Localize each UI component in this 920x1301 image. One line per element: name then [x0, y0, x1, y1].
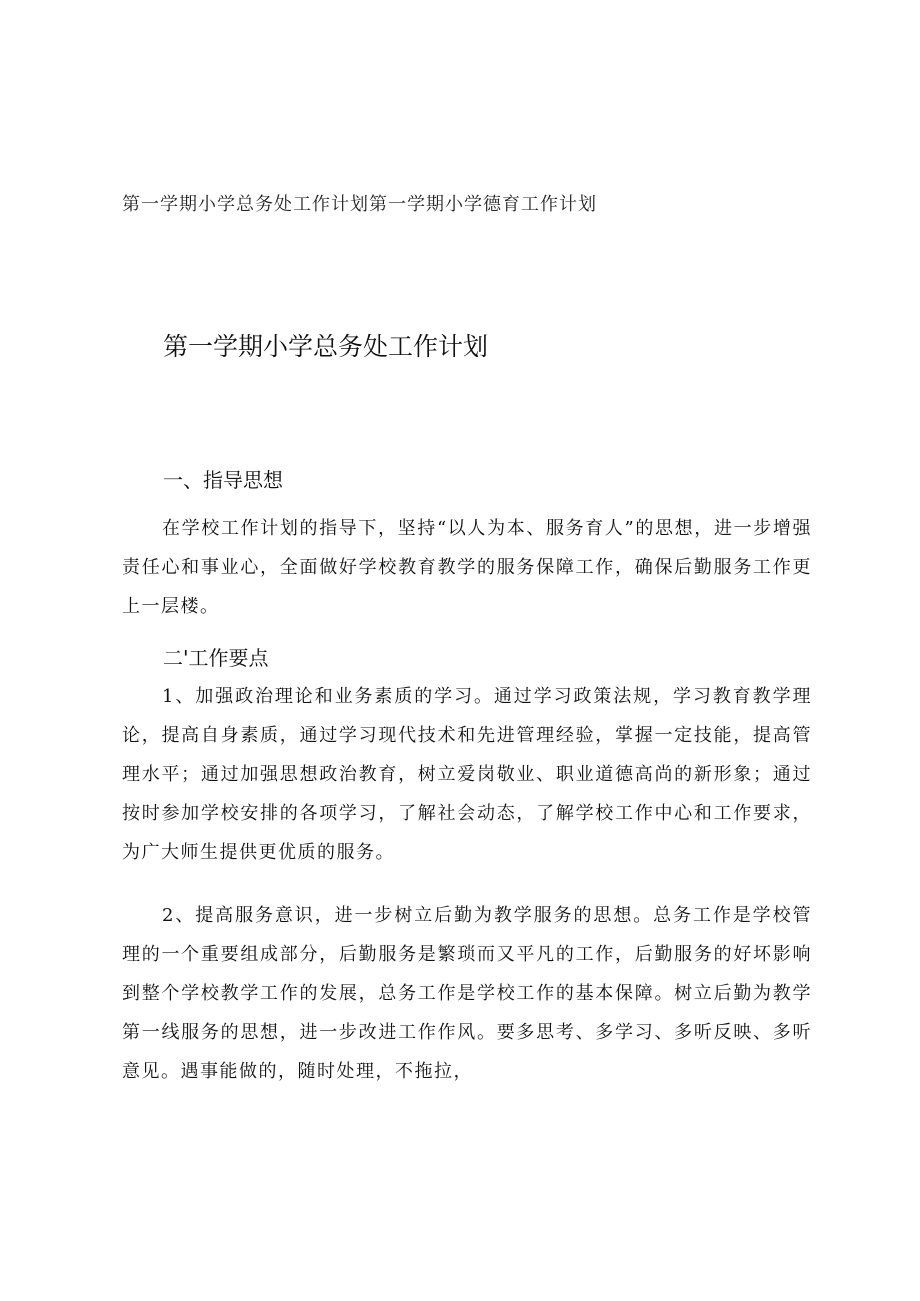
paragraph-guiding-ideology: 在学校工作计划的指导下，坚持“以人为本、服务育人”的思想，进一步增强责任心和事业心，全面做好学校教育教学的服务保障工作，确保后勤服务工作更上一层楼。 — [122, 518, 812, 617]
section-heading-guiding-ideology: 一、指导思想 — [163, 468, 283, 492]
paragraph-work-point-2: 2、提高服务意识，进一步树立后勤为教学服务的思想。总务工作是学校管理的一个重要组成部分，后勤服务是繁琐而又平凡的工作，后勤服务的好坏影响到整个学校教学工作的发展，总务工作是学校工作的基本保障。树立后勤为教学第一线服务的思想，进一步改进工作作风。要多思考、多学习、多听反映、多听意见。遇事能做的，随时处理，不拖拉， — [122, 905, 812, 1082]
document-title: 第一学期小学总务处工作计划 — [163, 332, 489, 361]
document-header: 第一学期小学总务处工作计划第一学期小学德育工作计划 — [122, 194, 597, 215]
paragraph-work-point-1: 1、加强政治理论和业务素质的学习。通过学习政策法规，学习教育教学理论，提高自身素质，通过学习现代技术和先进管理经验，掌握一定技能，提高管理水平；通过加强思想政治教育，树立爱岗敬业、职业道德高尚的新形象；通过按时参加学校安排的各项学习，了解社会动态，了解学校工作中心和工作要求，为广大师生提供更优质的服务。 — [122, 686, 812, 863]
section-heading-work-points: 二'工作要点 — [163, 646, 269, 670]
